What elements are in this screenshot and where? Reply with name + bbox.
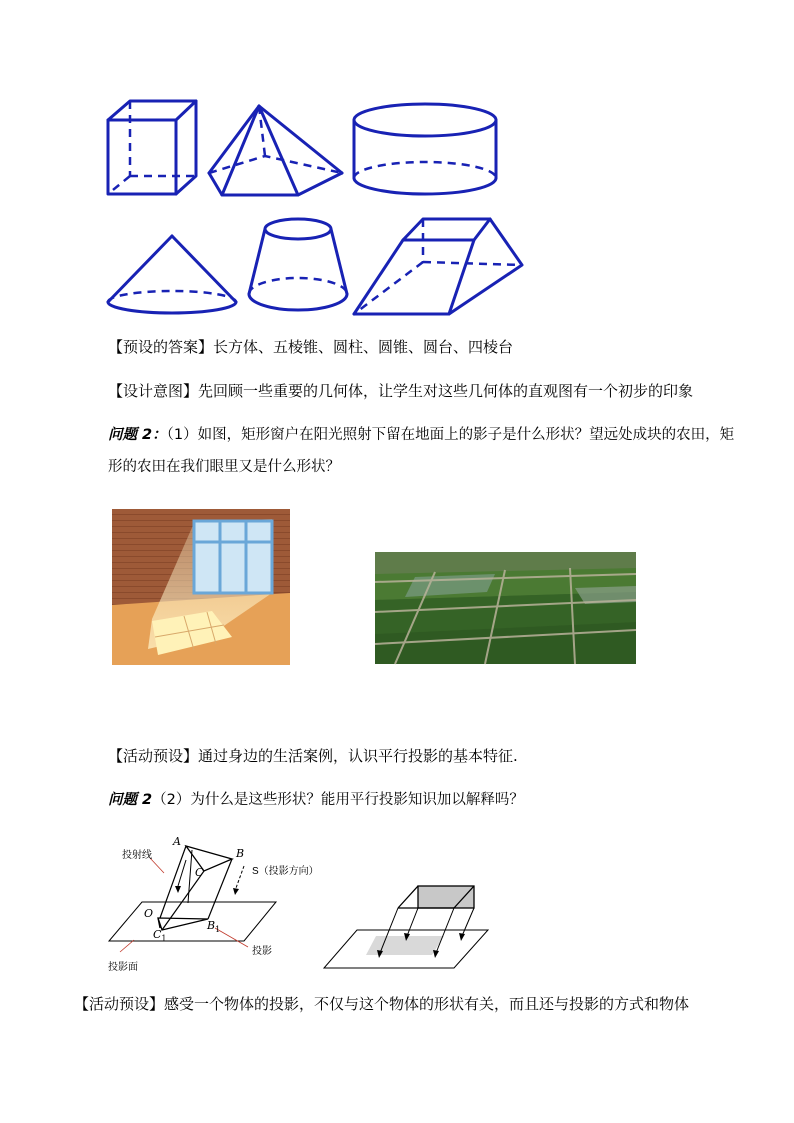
question2-1-line1: （1）如图，矩形窗户在阳光照射下留在地面上的影子是什么形状？望远处成块的农田，矩 [166,427,735,443]
question2-2-label: 问题 2 [108,792,153,808]
question2-2-text: （2）为什么是这些形状？能用平行投影知识加以解释吗？ [152,792,524,808]
activity2-paragraph [74,994,689,1014]
answer-text: 长方体、五棱锥、圆柱、圆锥、圆台、四棱台 [213,338,514,356]
label-plane: 投影面 [108,962,138,973]
activity1-text: 通过身边的生活案例，认识平行投影的基本特征. [198,747,518,765]
point-C: C [195,866,204,879]
label-direction: S（投影方向） [252,866,319,877]
point-A: A [173,835,181,848]
question2-1-line2: 形的农田在我们眼里又是什么形状？ [108,459,340,475]
point-C1: $C_1$ [153,928,167,944]
design-text: 先回顾一些重要的几何体，让学生对这些几何体的直观图有一个初步的印象 [198,382,694,400]
label-projection: 投影 [252,946,272,957]
label-ray: 投射线 [122,850,152,861]
question2-label: 问题 2： [108,427,167,443]
activity1-label: 【活动预设】 [108,747,199,765]
point-O: O [144,907,154,920]
activity2-label: 【活动预设】 [74,995,165,1013]
answer-label: 【预设的答案】 [108,338,214,356]
activity2-text: 感受一个物体的投影，不仅与这个物体的形状有关，而且还与投影的方式和物体 [164,995,690,1013]
design-label: 【设计意图】 [108,382,199,400]
point-B: B [236,847,245,860]
point-B1: $B_1$ [207,919,221,935]
